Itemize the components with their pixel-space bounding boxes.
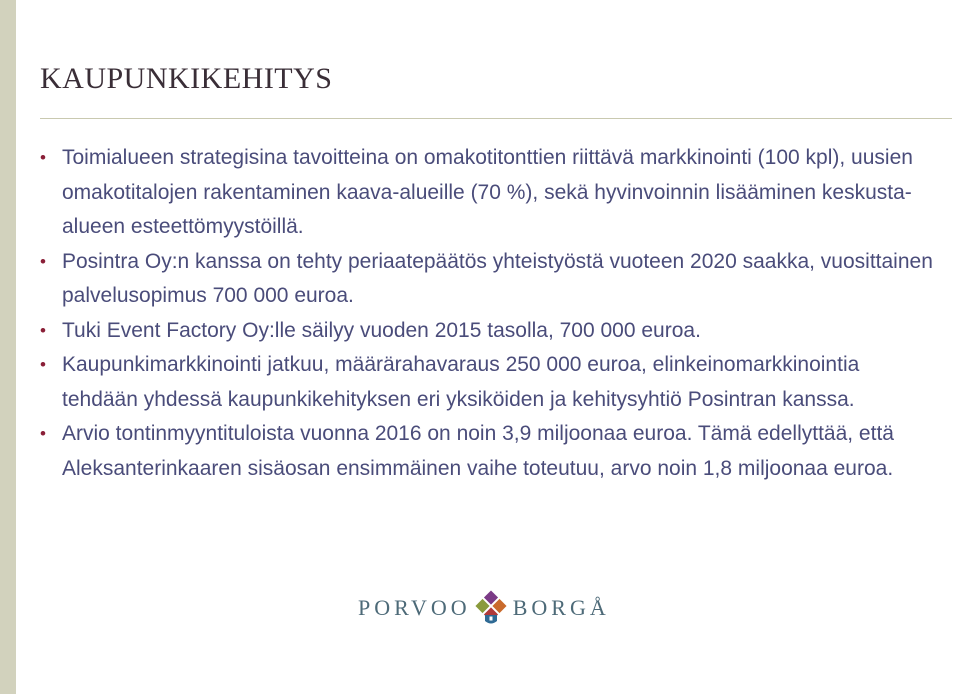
bullet-text: Posintra Oy:n kanssa on tehty periaatepäätös yhteistyöstä vuoteen 2020 saakka, vuosittainen palvelusopimus 700 000 euroa. bbox=[62, 249, 933, 307]
bullet-item bbox=[36, 417, 941, 486]
bullet-marker: • bbox=[40, 251, 46, 271]
bullet-text: Tuki Event Factory Oy:lle säilyy vuoden 2015 tasolla, 700 000 euroa. bbox=[62, 318, 701, 342]
slide bbox=[16, 0, 960, 694]
bullet-marker: • bbox=[40, 355, 46, 374]
bullet-text: Toimialueen strategisina tavoitteina on omakotitonttien riittävä markkinointi (100 kpl), uusien omakotitalojen rakentaminen kaava-alueille (70 %), sekä hyvinvoinnin lisääminen keskusta-alueen esteettömyystöillä. bbox=[62, 146, 913, 238]
bullet-item bbox=[36, 245, 941, 314]
bullet-text: Arvio tontinmyyntituloista vuonna 2016 on noin 3,9 miljoonaa euroa. Tämä edellyttää, että Aleksanterinkaaren sisäosan ensimmäinen vaihe toteutuu, arvo noin 1,8 miljoonaa euroa. bbox=[62, 422, 894, 480]
bullet-item bbox=[36, 314, 941, 349]
bullet-item bbox=[36, 348, 941, 417]
bullet-marker: • bbox=[40, 424, 46, 443]
bullet-marker: • bbox=[40, 148, 46, 167]
porvoo-borga-logo bbox=[358, 588, 610, 628]
title-divider bbox=[40, 118, 952, 119]
bullet-text: Kaupunkimarkkinointi jatkuu, määrärahavaraus 250 000 euroa, elinkeinomarkkinointia tehdään yhdessä kaupunkikehityksen eri yksiköiden ja kehitysyhtiö Posintran kanssa. bbox=[62, 353, 860, 411]
logo-word-borga: BORGÅ bbox=[512, 595, 610, 620]
bullet-marker: • bbox=[40, 320, 46, 340]
logo-word-porvoo: PORVOO bbox=[358, 595, 471, 620]
porvoo-borga-emblem-icon bbox=[473, 588, 509, 628]
bullet-list bbox=[36, 141, 941, 486]
slide-title: KAUPUNKIKEHITYS bbox=[40, 62, 333, 95]
page-number: 11 bbox=[931, 676, 944, 691]
bullet-item bbox=[36, 141, 941, 245]
